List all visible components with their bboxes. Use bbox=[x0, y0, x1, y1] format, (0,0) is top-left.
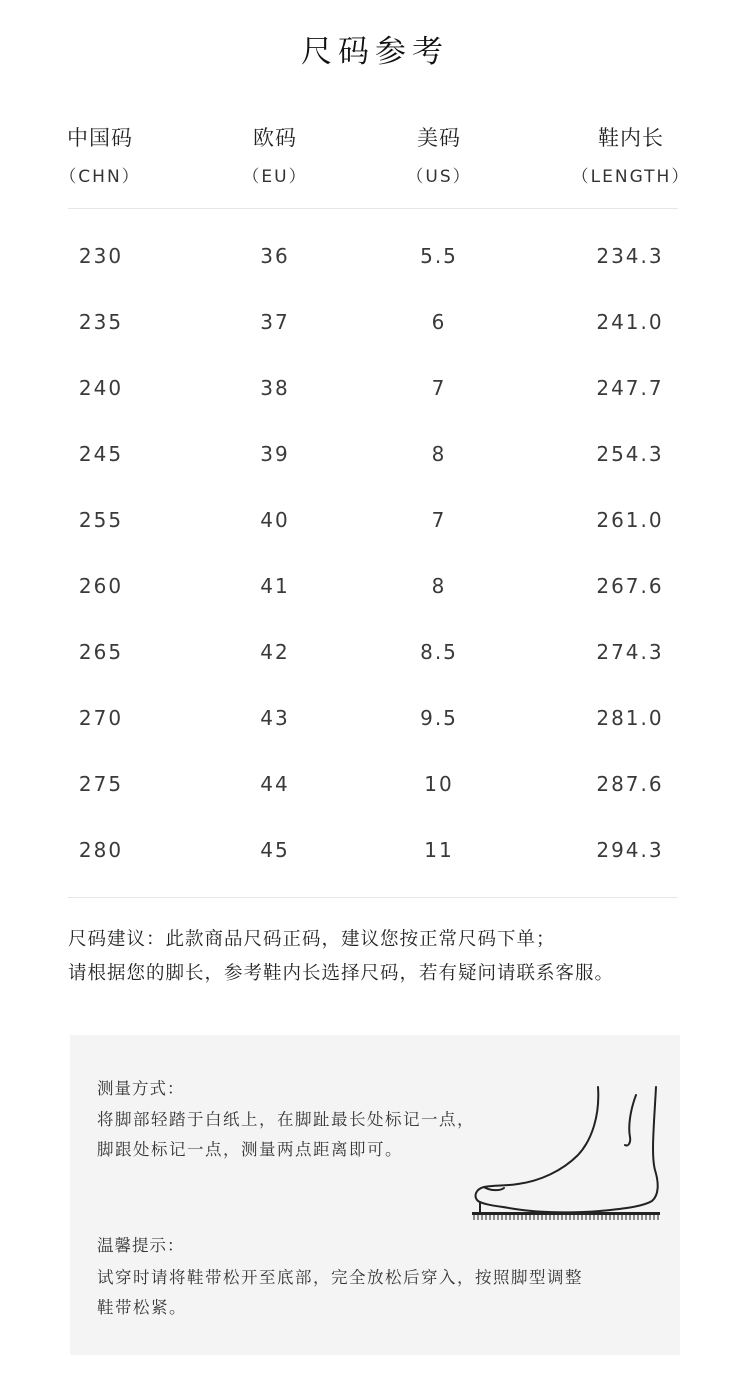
cell-chn: 235 bbox=[78, 310, 124, 334]
cell-us: 6 bbox=[431, 310, 447, 334]
header-eu bbox=[185, 122, 365, 187]
cell-eu: 44 bbox=[260, 772, 290, 796]
header-chn bbox=[10, 122, 190, 187]
tips-line-2: 鞋带松紧。 bbox=[97, 1298, 187, 1317]
cell-eu: 37 bbox=[260, 310, 290, 334]
table-row bbox=[0, 355, 750, 421]
cell-length: 234.3 bbox=[596, 244, 664, 268]
page-title: 尺码参考 bbox=[301, 34, 449, 70]
header-us-label: 美码 bbox=[417, 126, 461, 150]
cell-length: 294.3 bbox=[596, 838, 664, 862]
cell-chn: 240 bbox=[78, 376, 124, 400]
header-length-label: 鞋内长 bbox=[598, 126, 664, 150]
cell-length: 281.0 bbox=[596, 706, 664, 730]
cell-eu: 45 bbox=[260, 838, 290, 862]
table-header bbox=[0, 122, 750, 192]
header-divider bbox=[68, 208, 678, 209]
cell-us: 7 bbox=[431, 376, 447, 400]
cell-eu: 42 bbox=[260, 640, 290, 664]
advice-line-2: 请根据您的脚长，参考鞋内长选择尺码，若有疑问请联系客服。 bbox=[68, 963, 615, 984]
cell-length: 261.0 bbox=[596, 508, 664, 532]
cell-eu: 40 bbox=[260, 508, 290, 532]
cell-chn: 280 bbox=[78, 838, 124, 862]
cell-eu: 39 bbox=[260, 442, 290, 466]
tips-line-1: 试穿时请将鞋带松开至底部，完全放松后穿入，按照脚型调整 bbox=[97, 1268, 583, 1287]
table-row bbox=[0, 817, 750, 883]
cell-length: 254.3 bbox=[596, 442, 664, 466]
header-chn-sub: （CHN） bbox=[59, 167, 141, 187]
cell-chn: 275 bbox=[78, 772, 124, 796]
table-row bbox=[0, 223, 750, 289]
cell-eu: 38 bbox=[260, 376, 290, 400]
cell-us: 5.5 bbox=[420, 244, 458, 268]
cell-chn: 230 bbox=[78, 244, 124, 268]
header-us bbox=[349, 122, 529, 187]
cell-length: 287.6 bbox=[596, 772, 664, 796]
cell-length: 267.6 bbox=[596, 574, 664, 598]
table-bottom-divider bbox=[68, 897, 678, 898]
foot-on-ruler-icon bbox=[470, 1085, 665, 1220]
cell-chn: 265 bbox=[78, 640, 124, 664]
cell-us: 8 bbox=[431, 442, 447, 466]
measure-heading: 测量方式： bbox=[97, 1079, 185, 1098]
header-length-sub: （LENGTH） bbox=[571, 167, 691, 187]
cell-chn: 270 bbox=[78, 706, 124, 730]
measure-line-2: 脚跟处标记一点，测量两点距离即可。 bbox=[97, 1140, 403, 1159]
cell-length: 274.3 bbox=[596, 640, 664, 664]
cell-eu: 36 bbox=[260, 244, 290, 268]
cell-eu: 41 bbox=[260, 574, 290, 598]
table-row bbox=[0, 685, 750, 751]
cell-chn: 260 bbox=[78, 574, 124, 598]
cell-length: 247.7 bbox=[596, 376, 664, 400]
table-row bbox=[0, 751, 750, 817]
measure-line-1: 将脚部轻踏于白纸上，在脚趾最长处标记一点， bbox=[97, 1110, 475, 1129]
tips-heading: 温馨提示： bbox=[97, 1236, 185, 1255]
cell-chn: 255 bbox=[78, 508, 124, 532]
table-row bbox=[0, 619, 750, 685]
size-table bbox=[0, 223, 750, 883]
header-eu-sub: （EU） bbox=[242, 167, 308, 187]
header-chn-label: 中国码 bbox=[67, 126, 133, 150]
cell-us: 8.5 bbox=[420, 640, 458, 664]
cell-us: 7 bbox=[431, 508, 447, 532]
advice-line-1: 尺码建议：此款商品尺码正码，建议您按正常尺码下单； bbox=[68, 929, 556, 950]
cell-us: 10 bbox=[424, 772, 454, 796]
cell-chn: 245 bbox=[78, 442, 124, 466]
cell-us: 9.5 bbox=[420, 706, 458, 730]
cell-us: 11 bbox=[424, 838, 454, 862]
header-eu-label: 欧码 bbox=[253, 126, 297, 150]
size-advice bbox=[68, 923, 708, 991]
table-row bbox=[0, 421, 750, 487]
measurement-info-box bbox=[70, 1035, 680, 1355]
cell-us: 8 bbox=[431, 574, 447, 598]
table-row bbox=[0, 487, 750, 553]
header-length bbox=[541, 122, 721, 187]
cell-length: 241.0 bbox=[596, 310, 664, 334]
header-us-sub: （US） bbox=[406, 167, 472, 187]
table-row bbox=[0, 553, 750, 619]
table-row bbox=[0, 289, 750, 355]
cell-eu: 43 bbox=[260, 706, 290, 730]
